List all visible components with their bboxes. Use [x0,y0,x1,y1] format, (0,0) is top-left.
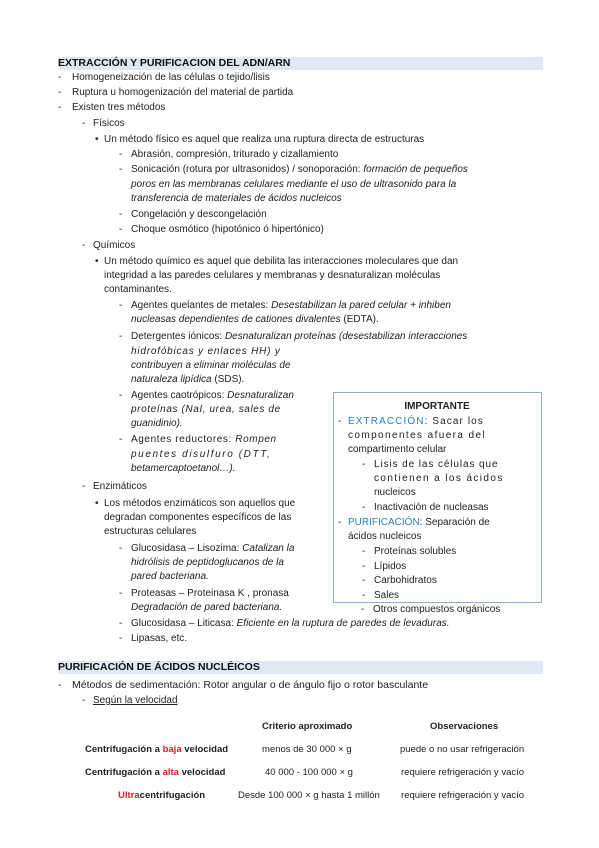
subsection-label: Físicos [93,118,125,129]
dash-bullet: - [119,300,123,311]
extraccion-line: compartimento celular [348,444,447,455]
dash-bullet: - [119,209,123,220]
list-item-cont: nucleasas dependientes de cationes divalentes (EDTA). [131,314,379,325]
dash-bullet: - [119,149,123,160]
list-item: Agentes reductores: Rompen [131,434,277,445]
list-item: Agentes quelantes de metales: Desestabilizan la pared celular + inhiben [131,300,451,311]
extraccion-line: EXTRACCIÓN: Sacar los [348,416,484,427]
dash-bullet: - [58,102,62,113]
dash-bullet: - [119,390,123,401]
paragraph: Un método físico es aquel que realiza una ruptura directa de estructuras [104,134,425,145]
dash-bullet: - [362,546,366,557]
dash-bullet: - [338,517,342,528]
dash-bullet: - [338,416,342,427]
dash-bullet: - [362,590,366,601]
dash-bullet: - [362,575,366,586]
table-cell: requiere refrigeración y vacío [401,767,525,778]
dash-bullet: - [82,118,86,129]
list-item: Glucosidasa – Liticasa: Eficiente en la ruptura de paredes de levaduras. [131,618,450,629]
paragraph: contaminantes. [104,284,172,295]
dash-bullet: - [362,459,366,470]
dash-bullet: - [361,604,365,615]
list-item-cont: naturaleza lipídica (SDS). [131,374,245,385]
box-list-item: Carbohidratos [374,575,437,586]
list-item-cont: puentes disulfuro (DTT, [131,449,272,460]
dash-bullet: - [119,618,123,629]
purificacion-line: ácidos nucleicos [348,531,422,542]
paragraph: estructuras celulares [104,526,197,537]
list-item-cont: Degradación de pared bacteriana. [131,602,283,613]
subsection-label: Enzimáticos [93,481,147,492]
table-cell: 40 000 - 100 000 × g [265,767,353,778]
dash-bullet: - [58,679,62,691]
table-row-label: Centrifugación a baja velocidad [85,744,229,755]
dash-bullet: - [362,502,366,513]
list-item-cont: transferencia de materiales de ácidos nucleicos [131,193,342,204]
table-cell: requiere refrigeración y vacío [401,790,525,801]
dash-bullet: - [82,240,86,251]
list-item: Métodos de sedimentación: Rotor angular o de ángulo fijo o rotor basculante [72,679,429,691]
dash-bullet: - [58,87,62,98]
table-cell: puede o no usar refrigeración [400,744,525,755]
list-item-cont: proteínas (NaI, urea, sales de [131,404,281,415]
dash-bullet: - [119,224,123,235]
box-list-item: Sales [374,590,400,601]
list-item: Proteasas – Proteinasa K , pronasa [131,588,289,599]
dash-bullet: - [119,588,123,599]
purificacion-line: PURIFICACIÓN: Separación de [348,517,490,528]
list-item: Detergentes iónicos: Desnaturalizan proteínas (desestabilizan interacciones [131,331,468,342]
list-item: Abrasión, compresión, triturado y cizallamiento [131,149,339,160]
list-item: Lipasas, etc. [131,633,188,644]
box-list-item: contienen a los ácidos [374,473,504,484]
paragraph: Los métodos enzimáticos son aquellos que [104,498,296,509]
list-item-cont: contribuyen a eliminar moléculas de [131,360,291,371]
list-item: Choque osmótico (hipotónico ó hipertónico) [131,224,324,235]
paragraph: integridad a las paredes celulares y membranas y desnaturalizan moléculas [104,270,441,281]
dot-bullet: • [95,134,99,145]
box-list-item: Lisis de las células que [374,459,499,470]
dash-bullet: - [119,164,123,175]
table-row-label: Ultracentrifugación [118,790,206,801]
list-item-cont: hidrofóbicas y enlaces HH) y [131,346,281,357]
dash-bullet: - [82,695,86,706]
section-heading: EXTRACCIÓN Y PURIFICACION DEL ADN/ARN [58,57,543,70]
list-item-cont: pared bacteriana. [131,571,209,582]
list-item: Existen tres métodos [72,102,166,113]
dash-bullet: - [58,72,62,83]
box-list-item: Inactivación de nucleasas [374,502,489,513]
box-list-item: Otros compuestos orgánicos [373,604,501,615]
list-item: Sonicación (rotura por ultrasonidos) / sonoporación: formación de pequeños [131,164,468,175]
list-item-cont: poros en las membranas celulares mediante el uso de ultrasonido para la [131,179,457,190]
box-list-item: Proteínas solubles [374,546,457,557]
paragraph: degradan componentes específicos de las [104,512,292,523]
list-item-cont: betamercaptoetanol…). [131,463,236,474]
paragraph: Un método químico es aquel que debilita las interacciones moleculares que dan [104,256,459,267]
important-title: IMPORTANTE [404,401,470,412]
dash-bullet: - [362,561,366,572]
dash-bullet: - [119,331,123,342]
box-list-item: nucleicos [374,487,416,498]
table-cell: Desde 100 000 × g hasta 1 millón [238,790,380,801]
subsection-label: Según la velocidad [93,695,178,706]
dot-bullet: • [95,498,99,509]
table-row-label: Centrifugación a alta velocidad [85,767,226,778]
list-item: Ruptura u homogenización del material de partida [72,87,294,98]
table-header: Observaciones [430,721,499,732]
list-item-cont: guanidinio). [131,418,183,429]
list-item: Congelación y descongelación [131,209,267,220]
section-heading: PURIFICACIÓN DE ÁCIDOS NUCLÉICOS [58,661,543,674]
dash-bullet: - [119,633,123,644]
important-box [333,392,542,603]
table-header: Criterio aproximado [262,721,353,732]
dot-bullet: • [95,256,99,267]
list-item: Homogeneización de las células o tejido/lisis [72,72,270,83]
subsection-label: Químicos [93,240,136,251]
dash-bullet: - [119,434,123,445]
table-cell: menos de 30 000 × g [262,744,352,755]
dash-bullet: - [119,543,123,554]
list-item-cont: hidrólisis de peptidoglucanos de la [131,557,284,568]
extraccion-line: componentes afuera del [348,430,487,441]
list-item: Glucosidasa – Lisozima: Catalizan la [131,543,295,554]
box-list-item: Lípidos [374,561,407,572]
list-item: Agentes caotrópicos: Desnaturalizan [131,390,294,401]
dash-bullet: - [82,481,86,492]
